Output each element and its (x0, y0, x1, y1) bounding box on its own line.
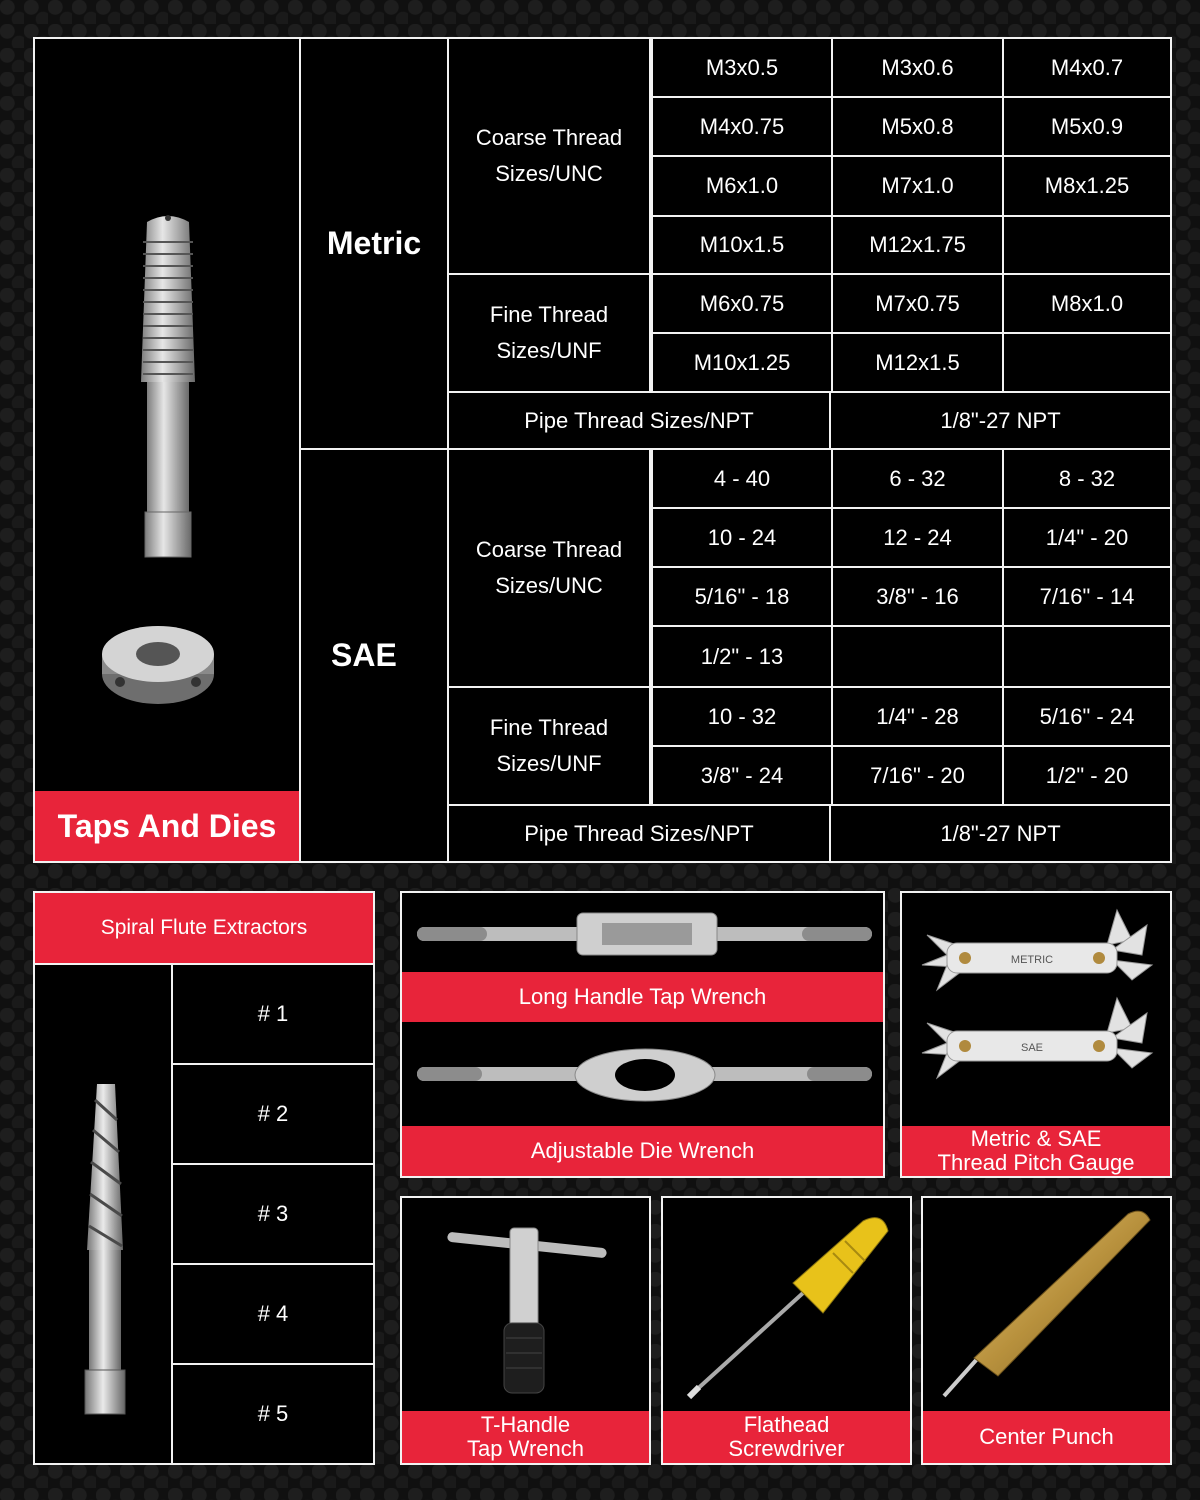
metric-fine-size-cell: M6x0.75 (651, 273, 833, 334)
taps-dies-label: Taps And Dies (35, 791, 299, 861)
wrenches-panel (400, 891, 885, 1178)
pitch-gauge-panel (900, 891, 1172, 1178)
taps-dies-section (33, 37, 1172, 863)
metric-pipe-label: Pipe Thread Sizes/NPT (447, 391, 831, 450)
metric-coarse-size-cell: M7x1.0 (831, 155, 1004, 217)
adjustable-die-wrench-label: Adjustable Die Wrench (402, 1126, 883, 1176)
sae-coarse-size-cell (831, 625, 1004, 688)
sae-coarse-size-cell: 6 - 32 (831, 448, 1004, 509)
sae-fine-size-cell: 3/8" - 24 (651, 745, 833, 806)
adjustable-die-wrench-icon (417, 1045, 872, 1105)
extractor-size-item: # 2 (171, 1063, 375, 1165)
pitch-gauge-label: Metric & SAE Thread Pitch Gauge (902, 1126, 1170, 1176)
t-handle-label: T-Handle Tap Wrench (402, 1411, 649, 1463)
sae-fine-size-cell: 1/4" - 28 (831, 686, 1004, 747)
extractors-title: Spiral Flute Extractors (33, 891, 375, 965)
metric-fine-size-cell: M7x0.75 (831, 273, 1004, 334)
long-handle-tap-wrench-icon (417, 909, 872, 959)
sae-label: SAE (299, 448, 449, 863)
sae-coarse-size-cell: 1/4" - 20 (1002, 507, 1172, 568)
metric-fine-size-cell: M8x1.0 (1002, 273, 1172, 334)
metric-fine-size-cell: M10x1.25 (651, 332, 833, 393)
screwdriver-icon (683, 1213, 893, 1403)
sae-coarse-size-cell: 10 - 24 (651, 507, 833, 568)
metric-coarse-size-cell: M8x1.25 (1002, 155, 1172, 217)
metric-coarse-size-cell: M10x1.5 (651, 215, 833, 275)
sae-pitch-gauge-icon (917, 993, 1157, 1083)
metric-coarse-size-cell: M12x1.75 (831, 215, 1004, 275)
screwdriver-panel (661, 1196, 912, 1465)
t-handle-panel (400, 1196, 651, 1465)
extractor-icon (75, 1080, 135, 1420)
sae-fine-size-cell: 5/16" - 24 (1002, 686, 1172, 747)
extractor-size-item: # 4 (171, 1263, 375, 1365)
metric-pipe-value: 1/8"-27 NPT (829, 391, 1172, 450)
sae-fine-size-cell: 10 - 32 (651, 686, 833, 747)
sae-coarse-size-cell: 12 - 24 (831, 507, 1004, 568)
metric-fine-label: Fine Thread Sizes/UNF (447, 273, 651, 393)
metric-coarse-size-cell: M4x0.7 (1002, 37, 1172, 98)
metric-pitch-gauge-icon (917, 905, 1157, 995)
sae-coarse-size-cell: 7/16" - 14 (1002, 566, 1172, 627)
metric-coarse-size-cell: M4x0.75 (651, 96, 833, 157)
long-handle-tap-wrench-label: Long Handle Tap Wrench (402, 972, 883, 1022)
extractor-size-item: # 5 (171, 1363, 375, 1465)
metric-fine-size-cell (1002, 332, 1172, 393)
metric-coarse-size-cell: M3x0.6 (831, 37, 1004, 98)
sae-coarse-size-cell: 5/16" - 18 (651, 566, 833, 627)
t-handle-tap-wrench-icon (442, 1218, 612, 1398)
sae-coarse-label: Coarse Thread Sizes/UNC (447, 448, 651, 688)
extractor-size-item: # 1 (171, 963, 375, 1065)
center-punch-panel (921, 1196, 1172, 1465)
sae-coarse-size-cell: 8 - 32 (1002, 448, 1172, 509)
sae-coarse-size-cell (1002, 625, 1172, 688)
extractor-size-item: # 3 (171, 1163, 375, 1265)
tap-icon (133, 212, 203, 562)
metric-label: Metric (299, 37, 449, 450)
svg-text:SAE: SAE (1020, 1042, 1044, 1054)
metric-coarse-label: Coarse Thread Sizes/UNC (447, 37, 651, 275)
sae-fine-size-cell: 1/2" - 20 (1002, 745, 1172, 806)
sae-coarse-size-cell: 1/2" - 13 (651, 625, 833, 688)
metric-coarse-size-cell: M6x1.0 (651, 155, 833, 217)
metric-coarse-size-cell: M5x0.8 (831, 96, 1004, 157)
metric-coarse-size-cell: M3x0.5 (651, 37, 833, 98)
center-punch-label: Center Punch (923, 1411, 1170, 1463)
screwdriver-label: Flathead Screwdriver (663, 1411, 910, 1463)
sae-coarse-size-cell: 3/8" - 16 (831, 566, 1004, 627)
metric-coarse-size-cell (1002, 215, 1172, 275)
sae-fine-size-cell: 7/16" - 20 (831, 745, 1004, 806)
svg-text:METRIC: METRIC (1010, 954, 1054, 966)
sae-pipe-value: 1/8"-27 NPT (829, 804, 1172, 863)
metric-fine-size-cell: M12x1.5 (831, 332, 1004, 393)
sae-fine-label: Fine Thread Sizes/UNF (447, 686, 651, 806)
die-icon (98, 622, 218, 712)
sae-pipe-label: Pipe Thread Sizes/NPT (447, 804, 831, 863)
metric-coarse-size-cell: M5x0.9 (1002, 96, 1172, 157)
center-punch-icon (938, 1208, 1158, 1403)
sae-coarse-size-cell: 4 - 40 (651, 448, 833, 509)
